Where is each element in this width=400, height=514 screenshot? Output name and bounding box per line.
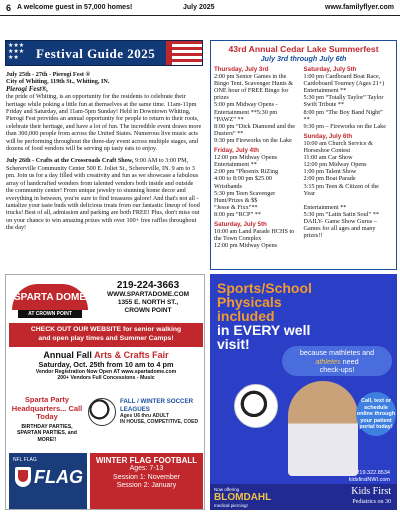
summerfest-event: 12:00 pm Midway Opens Entertainment **: [214, 154, 278, 169]
child-photo: [288, 381, 358, 476]
kids-first-logo: [351, 486, 391, 508]
checkup-pill: [282, 346, 392, 376]
headline-line-1: Sports/School: [217, 280, 312, 296]
event-heading: July 26th - Crafts at the Crossroads Craft Show,: [6, 157, 134, 165]
summerfest-left-column: [214, 66, 304, 249]
summerfest-dates: July 3rd through July 6th: [260, 54, 347, 63]
soccer-types: IN HOUSE, COMPETITIVE, COED: [120, 419, 199, 425]
summerfest-panel: [210, 40, 397, 270]
summerfest-event: 12:00 pm Midway Opens: [214, 242, 278, 250]
summerfest-event: “Jesse & Fixx”**: [214, 203, 258, 211]
summerfest-day-heading: Saturday, July 5th: [303, 66, 357, 73]
summerfest-event: 5:30 pm Teen Scavenger Hunt/Prizes & $$: [214, 189, 276, 204]
summerfest-event: 11:00 am Car Show: [303, 154, 353, 162]
winter-ages: Ages: 7-13: [129, 465, 164, 472]
summerfest-event: 5:00 pm Midway Opens - Entertainment **5:30 pm “PAWZ” **: [214, 101, 278, 123]
headline-line-4: in EVERY well: [217, 322, 311, 338]
stars-icon: ★★★ ★★★ ★★: [8, 43, 25, 61]
summerfest-day-heading: Saturday, July 5th: [214, 220, 267, 228]
winter-session-1: Session 1: November: [113, 473, 180, 481]
nfl-flag-top: NFL FLAG: [13, 457, 37, 463]
physicals-footer: [210, 484, 397, 510]
winter-title: WINTER FLAG FOOTBALL: [95, 456, 198, 465]
kids-first-sub: Pediatrics on 30: [352, 499, 391, 505]
summerfest-event: 2:00 pm Senior Games in the Bingo Tent. Scavenger Hunts & ONE hour of FREE Bingo for prizes: [214, 73, 294, 102]
summerfest-event: 5:30 pm “Latin Satin Soul” **: [303, 210, 379, 218]
summerfest-event: 9:30 pm – Fireworks on the Lake: [303, 122, 386, 130]
physicals-site[interactable]: kidsfirstNWI.com: [348, 477, 390, 483]
soccer-title: FALL / WINTER SOCCER LEAGUES: [120, 398, 194, 413]
summerfest-event: 1:00 pm Cardboard Boat Race, Cardoboard Tourney (Ages 21+): [303, 73, 385, 88]
winter-session-2: Session 2: January: [116, 482, 177, 489]
website-cta-banner: [9, 323, 203, 347]
summerfest-title: 43rd Annual Cedar Lake Summerfest: [228, 44, 379, 54]
soccer-ball-icon: [88, 398, 116, 426]
page-header: [0, 0, 400, 16]
summerfest-event: Entertainment **: [303, 203, 347, 211]
nfl-shield-icon: [15, 467, 31, 487]
flag-stripes-icon: [172, 41, 202, 65]
event-tagline: Pierogi Fest®,: [6, 84, 49, 93]
page-number: 6: [6, 2, 12, 13]
summerfest-right-column: [304, 66, 394, 249]
event-body: 9:00 AM to 3:00 PM, Schererville Community Center 500 E. Joliet St., Schererville, IN. 9 am to 3 pm. Join us for a day filled with creativity and fun as we showcase a fabulous array of handcrafted wonders from talented vendors both inside and outside the community center! From unique jewelry to stunning home decor and everything in between, you're sure to find treasures galore! And that's not all - tantalize your taste buds with delicious treats from our fantastic lineup of food trucks! Best of all, admission and parking are both FREE! Plus, don't miss out on your chance to win amazing prizes with over 100+ free raffles throughout the day!: [6, 157, 200, 232]
fair-title-a: Annual Fall: [43, 350, 95, 360]
blomdahl-promo: [214, 487, 271, 508]
headline-line-5: visit!: [217, 336, 250, 352]
soccer-section: [88, 396, 202, 452]
festival-guide-title: Festival Guide 2025: [36, 46, 156, 61]
event-location: City of Whiting, 119th St., Whiting, IN.: [6, 78, 110, 86]
party-title: Sparta Party Headquarters... Call Today: [11, 395, 83, 421]
festival-guide-body: [6, 71, 202, 232]
summerfest-event: 8:00 pm “Dick Diamond and the Dusters” **: [214, 122, 295, 137]
site-url[interactable]: www.familyflyer.com: [325, 4, 394, 11]
pill-line-3: check-ups!: [319, 365, 355, 374]
dome-phone[interactable]: 219-224-3663: [116, 280, 180, 291]
summerfest-event: Entertainment **: [303, 87, 347, 95]
blomdahl-brand: BLOMDAHL: [214, 492, 272, 503]
call-bubble[interactable]: Call, text or schedule online through your patient portal today!: [356, 392, 396, 436]
cta-line-1: CHECK OUT OUR WEBSITE for senior walking: [30, 326, 182, 333]
kids-first-physicals-ad: [210, 274, 397, 510]
logo-sub: AT CROWN POINT: [18, 310, 82, 318]
summerfest-event: 1:00 pm Talent Show: [303, 168, 357, 176]
event-body: the pride of Whiting, is an opportunity for the residents to celebrate their heritage while poking a little fun at themselves at the same time. 11am-11pm Friday and Saturday, and 11am-5pm Sunday! Held in Downtown Whiting, Pierogi Fest provides an annual opportunity for people to return to their roots, celebrate their heritage, and have a lot of fun. The incredible event draws more than 300,000 people from across the United States. Numerous live music acts will be performing throughout the three-day event across multiple stages, and dozens of food vendors will be serving up tasty eats to enjoy.: [6, 93, 202, 153]
summerfest-event: 8:00 pm “RCP” **: [214, 210, 261, 218]
logo-word: SPARTA DOME: [13, 292, 87, 303]
physicals-phone[interactable]: 219.322.8534: [356, 470, 390, 476]
event-heading: July 25th - 27th - Pierogi Fest ®: [6, 71, 91, 78]
blomdahl-sub: medical piercing!: [214, 503, 248, 508]
summerfest-day-heading: Friday, July 4th: [214, 147, 259, 155]
cta-line-2: and open play times and Summer Camps!: [38, 334, 174, 342]
issue-date: July 2025: [183, 4, 215, 11]
flag-word: FLAG: [34, 467, 83, 487]
fair-registration: Vendor Registration Now Open AT www.spartadome.com: [35, 369, 177, 375]
headline-line-3: included: [217, 308, 275, 324]
summerfest-event: [304, 197, 391, 204]
fair-title-b: Arts & Crafts Fair: [94, 350, 169, 360]
summerfest-event: 12:00 pm Midway Opens: [303, 161, 367, 169]
summerfest-event: 8:00 pm “The Boy Band Night” **: [303, 108, 383, 123]
dome-website[interactable]: WWW.SPARTADOME.COM: [106, 291, 190, 298]
headline-line-2: Physicals: [217, 294, 282, 310]
header-tagline: A welcome guest in 57,000 homes!: [17, 4, 133, 11]
kids-first-name: Kids First: [351, 486, 391, 497]
pill-line-1: because mathletes and: [299, 348, 375, 357]
dome-address-2: CROWN POINT: [124, 307, 172, 314]
summerfest-event: 10:00 am Church Service & Horseshoe Contest: [303, 139, 373, 155]
fair-vendors: 200+ Vendors Full Concessions - Music: [57, 375, 155, 382]
physicals-headline: [217, 281, 312, 351]
physicals-contact: [349, 470, 390, 484]
offering-label: Now offering: [214, 487, 240, 492]
summerfest-event: DAILY- Game Show Gurus – Games for all ages and many prizes!!: [303, 217, 377, 240]
summerfest-day-heading: Thursday, July 3rd: [214, 66, 269, 73]
summerfest-event: 10:00 am Land Parade HCHS to the Town Complex: [214, 228, 295, 243]
nfl-flag-logo: [9, 453, 87, 509]
fair-date: Saturday, Oct. 25th from 10 am to 4 pm: [38, 360, 174, 369]
summerfest-event: 3:15 pm Teen & Citizen of the Year: [303, 182, 379, 197]
summerfest-event: 5:30 pm “Totally Taylor” Taylor Swift Tribute **: [303, 94, 384, 109]
fall-fair-section: [9, 350, 203, 382]
sparta-dome-logo: [12, 284, 88, 320]
summerfest-event: 9:30 pm Fireworks on the Lake: [214, 136, 292, 144]
sparta-dome-ad: [5, 274, 205, 510]
winter-flag-football: [90, 453, 203, 509]
dome-contact: [94, 280, 202, 315]
summerfest-day-heading: Sunday, July 6th: [303, 132, 353, 140]
soccer-ages: Ages U6 thru ADULT: [120, 413, 169, 419]
soccer-ball-icon: [234, 384, 278, 428]
party-sub: BIRTHDAY PARTIES, SPARTAN PARTIES, and MORE!!: [17, 423, 77, 443]
party-section: [9, 396, 85, 443]
summerfest-event: 2:00 pm “Phoenix RiZing: [214, 168, 279, 176]
summerfest-event: 4:00 to 8:00 pm $25.00 Wristbands: [214, 175, 272, 190]
summerfest-event: 2:00 pm Boat Parade: [303, 175, 356, 183]
festival-guide-banner: [5, 40, 203, 66]
dome-address-1: 1355 E. NORTH ST.,: [117, 299, 179, 306]
pill-line-2: athletes need: [315, 356, 359, 366]
